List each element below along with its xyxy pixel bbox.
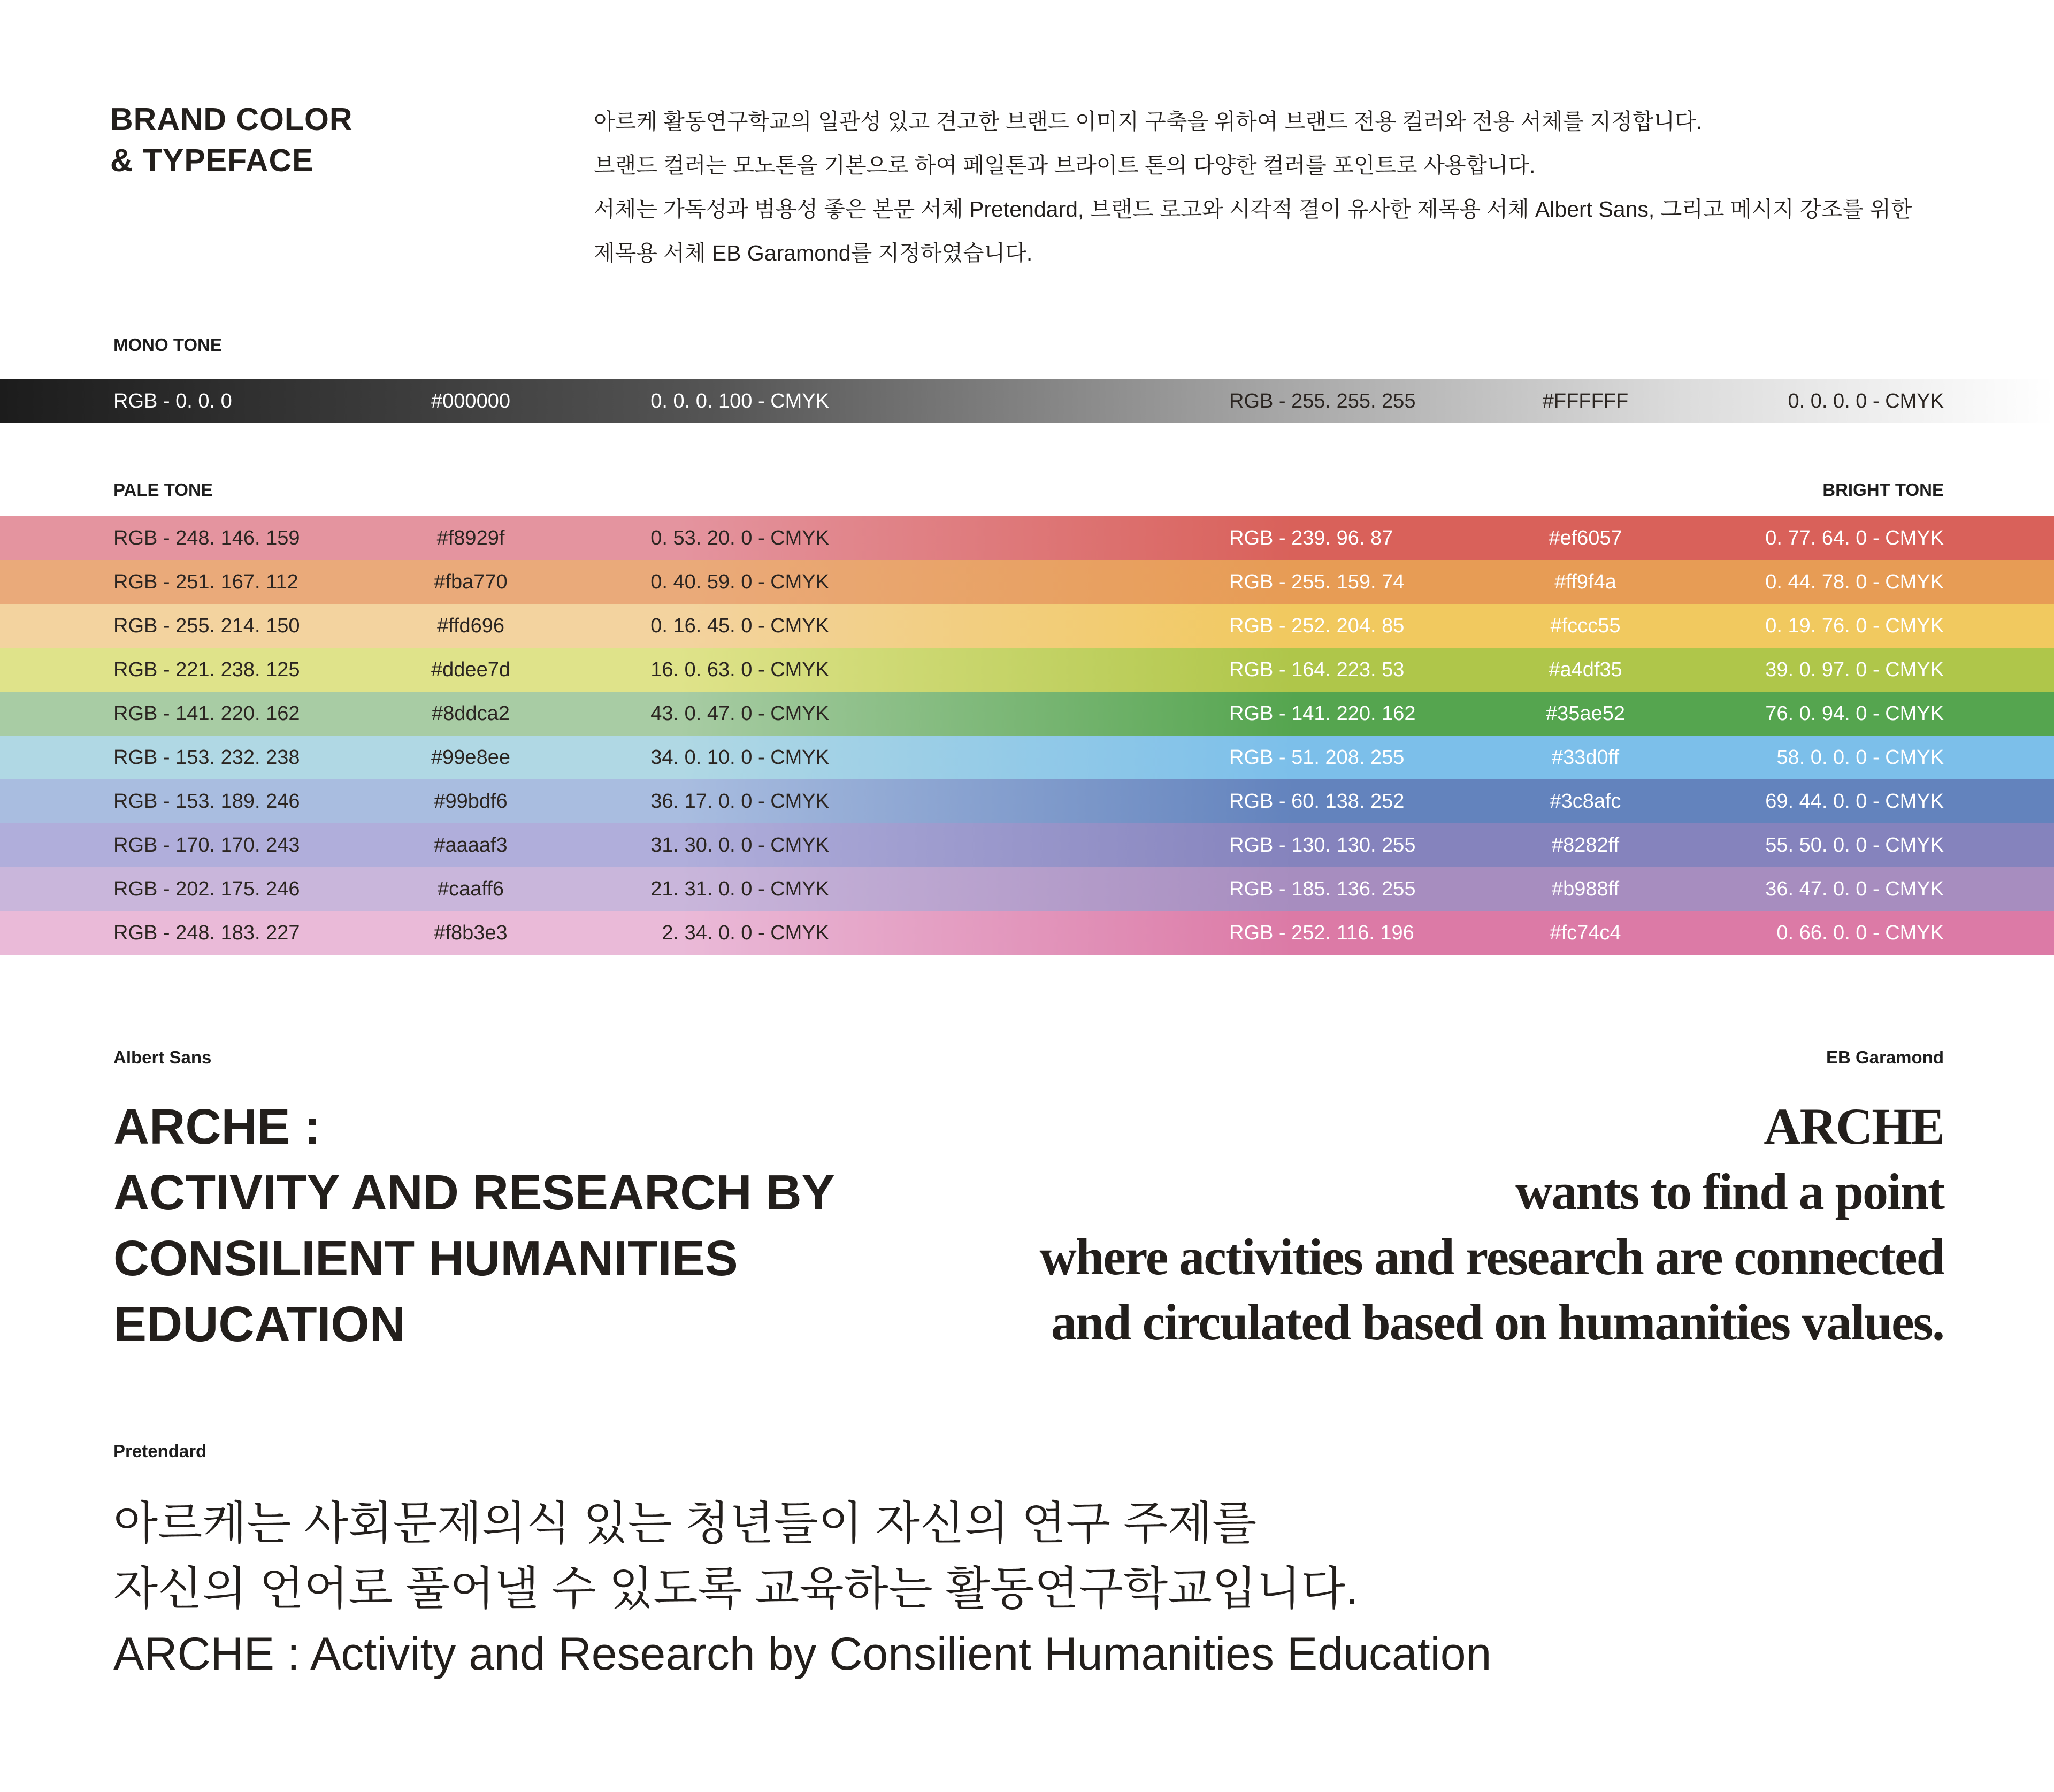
- pale-rgb: RGB - 248. 146. 159: [113, 527, 300, 549]
- mono-white-cmyk: 0. 0. 0. 0 - CMYK: [1788, 390, 1944, 412]
- pale-rgb: RGB - 153. 189. 246: [113, 790, 300, 813]
- tone-row: RGB - 141. 220. 162 #8ddca2 43. 0. 47. 0 - CMYK RGB - 141. 220. 162 #35ae52 76. 0. 94. 0 - CMYK: [0, 692, 2054, 736]
- tone-row: RGB - 153. 189. 246 #99bdf6 36. 17. 0. 0 - CMYK RGB - 60. 138. 252 #3c8afc 69. 44. 0. 0 - CMYK: [0, 779, 2054, 823]
- albert-sample-line: ACTIVITY AND RESEARCH BY: [113, 1165, 835, 1220]
- tone-row: RGB - 153. 232. 238 #99e8ee 34. 0. 10. 0 - CMYK RGB - 51. 208. 255 #33d0ff 58. 0. 0. 0 - CMYK: [0, 736, 2054, 779]
- albert-sample-line: ARCHE :: [113, 1099, 321, 1154]
- pale-tone-label: PALE TONE: [113, 480, 213, 500]
- intro-line: 제목용 서체 EB Garamond를 지정하였습니다.: [594, 241, 1033, 265]
- garamond-sample-line: ARCHE: [1764, 1098, 1944, 1155]
- bright-cmyk: 76. 0. 94. 0 - CMYK: [1765, 702, 1944, 725]
- bright-cmyk: 0. 77. 64. 0 - CMYK: [1765, 527, 1944, 549]
- bright-rgb: RGB - 252. 116. 196: [1229, 922, 1414, 944]
- mono-white-rgb: RGB - 255. 255. 255: [1229, 390, 1416, 412]
- bright-cmyk: 36. 47. 0. 0 - CMYK: [1765, 878, 1944, 900]
- pale-rgb: RGB - 248. 183. 227: [113, 922, 300, 944]
- bright-rgb: RGB - 51. 208. 255: [1229, 746, 1405, 769]
- bright-cmyk: 58. 0. 0. 0 - CMYK: [1776, 746, 1944, 769]
- bright-cmyk: 69. 44. 0. 0 - CMYK: [1765, 790, 1944, 813]
- pale-cmyk: 36. 17. 0. 0 - CMYK: [650, 790, 829, 813]
- bright-rgb: RGB - 130. 130. 255: [1229, 834, 1416, 856]
- bright-cmyk: 0. 66. 0. 0 - CMYK: [1776, 922, 1944, 944]
- intro-line: 아르케 활동연구학교의 일관성 있고 견고한 브랜드 이미지 구축을 위하여 브랜드 전용 컬러와 전용 서체를 지정합니다.: [594, 109, 1702, 134]
- pale-rgb: RGB - 255. 214. 150: [113, 615, 300, 637]
- tone-row: RGB - 251. 167. 112 #fba770 0. 40. 59. 0 - CMYK RGB - 255. 159. 74 #ff9f4a 0. 44. 78. 0 - CMYK: [0, 560, 2054, 604]
- pale-cmyk: 0. 16. 45. 0 - CMYK: [650, 615, 829, 637]
- intro-paragraph: [594, 99, 1952, 275]
- albert-sans-sample: [113, 1094, 835, 1357]
- bright-cmyk: 0. 44. 78. 0 - CMYK: [1765, 571, 1944, 593]
- albert-sample-line: CONSILIENT HUMANITIES: [113, 1230, 738, 1286]
- page-title-line-1: BRAND COLOR: [110, 102, 353, 137]
- pale-rgb: RGB - 153. 232. 238: [113, 746, 300, 769]
- page-title-line-2: & TYPEFACE: [110, 143, 314, 178]
- garamond-sample-line: wants to find a point: [1515, 1163, 1944, 1220]
- garamond-sample-line: where activities and research are connected: [1039, 1228, 1944, 1285]
- pretendard-sample-line: 자신의 언어로 풀어낼 수 있도록 교육하는 활동연구학교입니다.: [113, 1563, 1359, 1614]
- albert-sans-label: Albert Sans: [113, 1047, 212, 1067]
- pale-cmyk: 0. 40. 59. 0 - CMYK: [650, 571, 829, 593]
- bright-rgb: RGB - 185. 136. 255: [1229, 878, 1416, 900]
- tone-row: RGB - 221. 238. 125 #ddee7d 16. 0. 63. 0 - CMYK RGB - 164. 223. 53 #a4df35 39. 0. 97. 0 - CMYK: [0, 648, 2054, 692]
- mono-black-rgb: RGB - 0. 0. 0: [113, 390, 232, 412]
- pale-cmyk: 0. 53. 20. 0 - CMYK: [650, 527, 829, 549]
- bright-rgb: RGB - 60. 138. 252: [1229, 790, 1405, 813]
- tone-row: RGB - 170. 170. 243 #aaaaf3 31. 30. 0. 0 - CMYK RGB - 130. 130. 255 #8282ff 55. 50. 0. 0 - CMYK: [0, 823, 2054, 867]
- bright-tone-label: BRIGHT TONE: [1822, 480, 1944, 500]
- pale-rgb: RGB - 202. 175. 246: [113, 878, 300, 900]
- mono-black-cmyk: 0. 0. 0. 100 - CMYK: [650, 390, 829, 412]
- eb-garamond-label: EB Garamond: [1826, 1047, 1944, 1067]
- pale-cmyk: 2. 34. 0. 0 - CMYK: [662, 922, 829, 944]
- pale-rgb: RGB - 251. 167. 112: [113, 571, 298, 593]
- pale-cmyk: 21. 31. 0. 0 - CMYK: [650, 878, 829, 900]
- pretendard-sample-line: 아르케는 사회문제의식 있는 청년들이 자신의 연구 주제를: [113, 1498, 1257, 1549]
- bright-cmyk: 39. 0. 97. 0 - CMYK: [1765, 658, 1944, 681]
- intro-line: 브랜드 컬러는 모노톤을 기본으로 하여 페일톤과 브라이트 톤의 다양한 컬러를 포인트로 사용합니다.: [594, 153, 1536, 178]
- pale-cmyk: 16. 0. 63. 0 - CMYK: [650, 658, 829, 681]
- bright-rgb: RGB - 255. 159. 74: [1229, 571, 1405, 593]
- bright-cmyk: 55. 50. 0. 0 - CMYK: [1765, 834, 1944, 856]
- tone-row: RGB - 202. 175. 246 #caaff6 21. 31. 0. 0 - CMYK RGB - 185. 136. 255 #b988ff 36. 47. 0. 0 - CMYK: [0, 867, 2054, 911]
- pale-cmyk: 34. 0. 10. 0 - CMYK: [650, 746, 829, 769]
- bright-rgb: RGB - 252. 204. 85: [1229, 615, 1405, 637]
- bright-rgb: RGB - 239. 96. 87: [1229, 527, 1393, 549]
- bright-rgb: RGB - 164. 223. 53: [1229, 658, 1405, 681]
- mono-tone-band: RGB - 0. 0. 0 #000000 0. 0. 0. 100 - CMYK RGB - 255. 255. 255 #FFFFFF 0. 0. 0. 0 - CMYK: [0, 379, 2054, 423]
- pale-rgb: RGB - 221. 238. 125: [113, 658, 300, 681]
- tone-row: RGB - 255. 214. 150 #ffd696 0. 16. 45. 0 - CMYK RGB - 252. 204. 85 #fccc55 0. 19. 76. 0 - CMYK: [0, 604, 2054, 648]
- pale-rgb: RGB - 170. 170. 243: [113, 834, 300, 856]
- pale-rgb: RGB - 141. 220. 162: [113, 702, 300, 725]
- pretendard-sample: [113, 1491, 1491, 1687]
- pretendard-label: Pretendard: [113, 1441, 207, 1461]
- tone-row: RGB - 248. 183. 227 #f8b3e3 2. 34. 0. 0 - CMYK RGB - 252. 116. 196 #fc74c4 0. 66. 0. 0 - CMYK: [0, 911, 2054, 955]
- mono-tone-label: MONO TONE: [113, 335, 222, 355]
- eb-garamond-sample: [1039, 1094, 1944, 1355]
- page-title: [110, 99, 352, 181]
- bright-cmyk: 0. 19. 76. 0 - CMYK: [1765, 615, 1944, 637]
- tone-row: RGB - 248. 146. 159 #f8929f 0. 53. 20. 0 - CMYK RGB - 239. 96. 87 #ef6057 0. 77. 64. 0 - CMYK: [0, 516, 2054, 560]
- bright-rgb: RGB - 141. 220. 162: [1229, 702, 1416, 725]
- intro-line: 서체는 가독성과 범용성 좋은 본문 서체 Pretendard, 브랜드 로고와 시각적 결이 유사한 제목용 서체 Albert Sans, 그리고 메시지 강조를 위한: [594, 197, 1912, 221]
- pretendard-sample-line: ARCHE : Activity and Research by Consilient Humanities Education: [113, 1628, 1492, 1680]
- pale-cmyk: 31. 30. 0. 0 - CMYK: [650, 834, 829, 856]
- albert-sample-line: EDUCATION: [113, 1296, 405, 1352]
- garamond-sample-line: and circulated based on humanities values.: [1051, 1293, 1944, 1351]
- pale-cmyk: 43. 0. 47. 0 - CMYK: [650, 702, 829, 725]
